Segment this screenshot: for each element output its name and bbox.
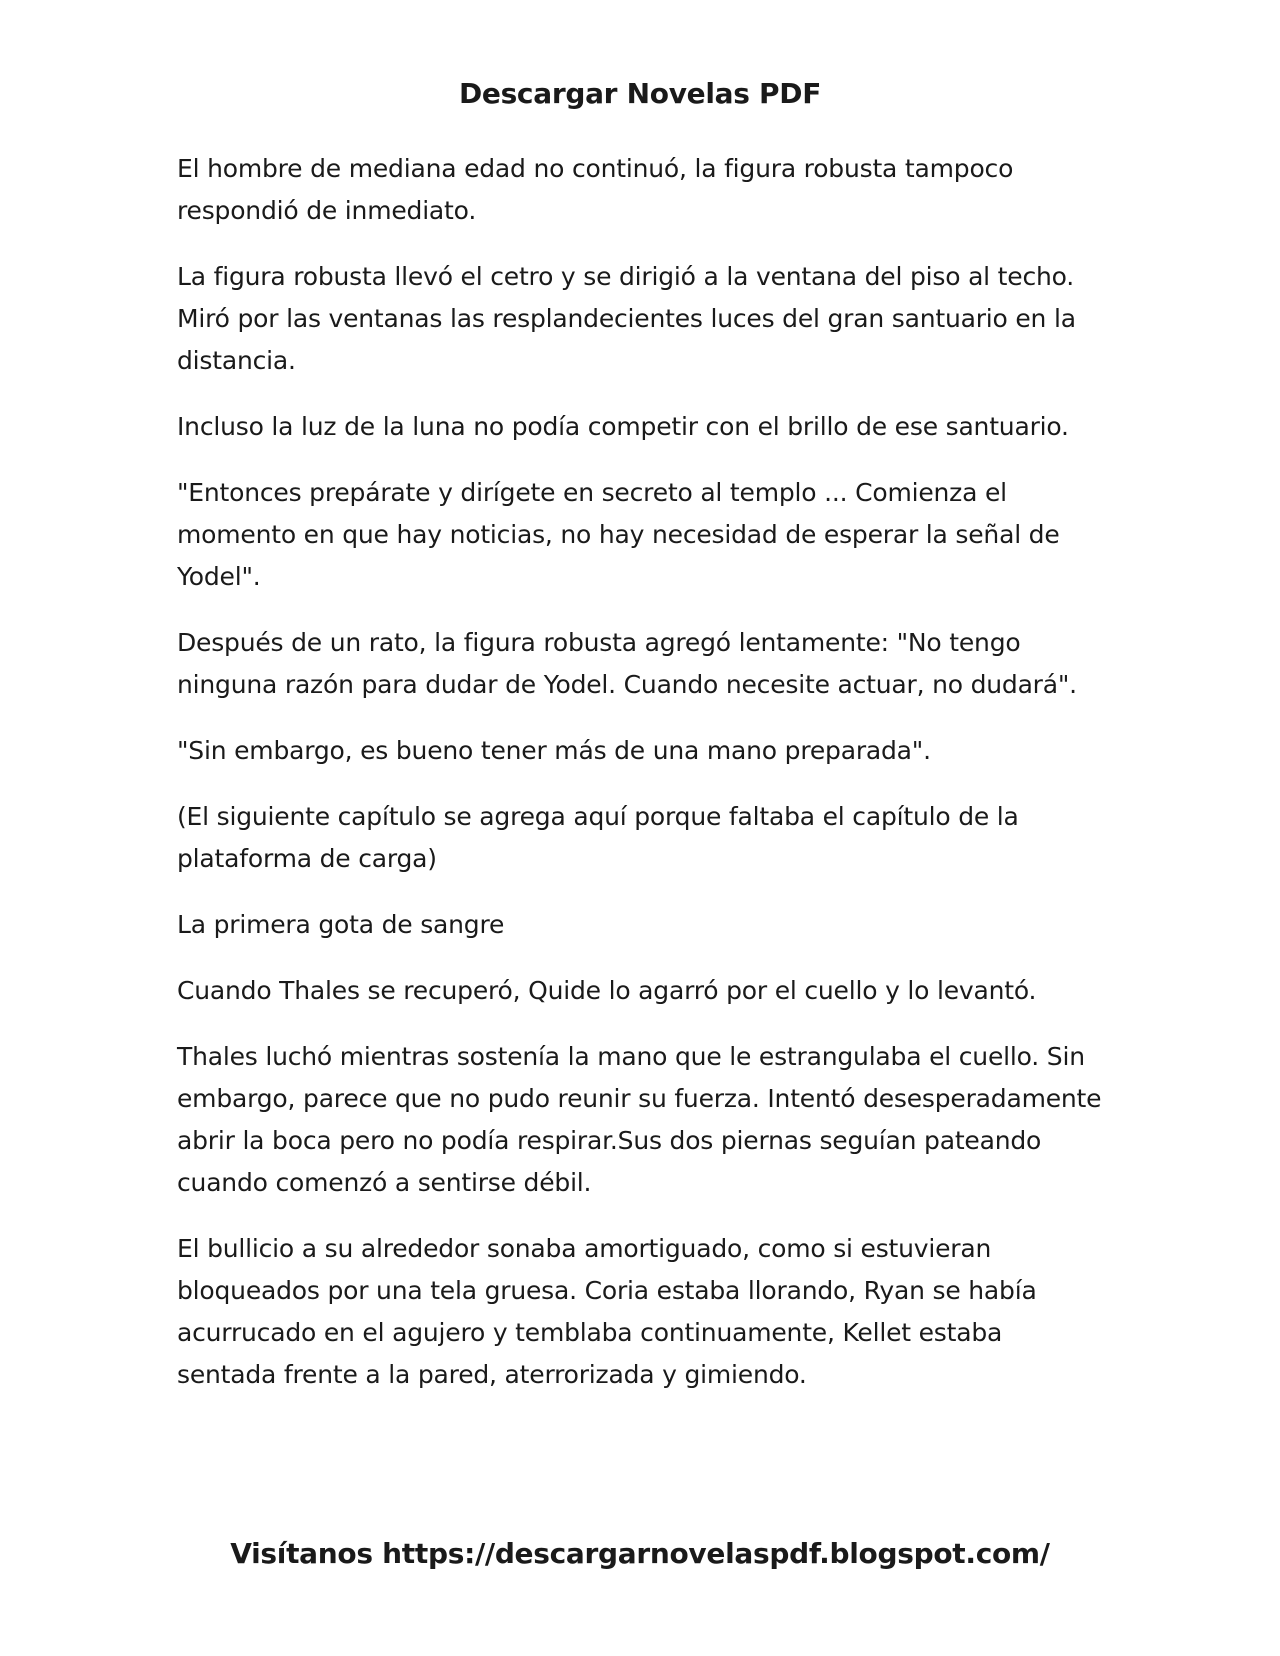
footer-link-text: Visítanos https://descargarnovelaspdf.blogspot.com/ — [230, 1537, 1050, 1570]
paragraph: El bullicio a su alrededor sonaba amortiguado, como si estuvieran bloqueados por una tela gruesa. Coria estaba llorando, Ryan se había acurrucado en el agujero y temblaba continuamente, Kellet estaba sentada frente a la pared, aterrorizada y gimiendo. — [177, 1234, 1037, 1389]
paragraph: "Sin embargo, es bueno tener más de una mano preparada". — [177, 736, 931, 765]
paragraph: Después de un rato, la figura robusta agregó lentamente: "No tengo ninguna razón para dudar de Yodel. Cuando necesite actuar, no dudará". — [177, 628, 1077, 699]
paragraph: Thales luchó mientras sostenía la mano que le estrangulaba el cuello. Sin embargo, parece que no pudo reunir su fuerza. Intentó desesperadamente abrir la boca pero no podía respirar.Sus dos piernas seguían pateando cuando comenzó a sentirse débil. — [177, 1042, 1102, 1197]
page-title: Descargar Novelas PDF — [458, 77, 822, 110]
paragraph: El hombre de mediana edad no continuó, la figura robusta tampoco respondió de inmediato. — [177, 154, 1014, 225]
paragraph: (El siguiente capítulo se agrega aquí porque faltaba el capítulo de la plataforma de carga) — [177, 802, 1019, 873]
paragraph: La figura robusta llevó el cetro y se dirigió a la ventana del piso al techo. Miró por las ventanas las resplandecientes luces del gran santuario en la distancia. — [177, 262, 1076, 375]
paragraph: Incluso la luz de la luna no podía competir con el brillo de ese santuario. — [177, 412, 1069, 441]
chapter-title: La primera gota de sangre — [177, 910, 505, 939]
paragraph: "Entonces prepárate y dirígete en secreto al templo ... Comienza el momento en que hay noticias, no hay necesidad de esperar la señal de Yodel". — [177, 478, 1060, 591]
paragraph: Cuando Thales se recuperó, Quide lo agarró por el cuello y lo levantó. — [177, 976, 1037, 1005]
document-body — [177, 148, 1107, 1420]
